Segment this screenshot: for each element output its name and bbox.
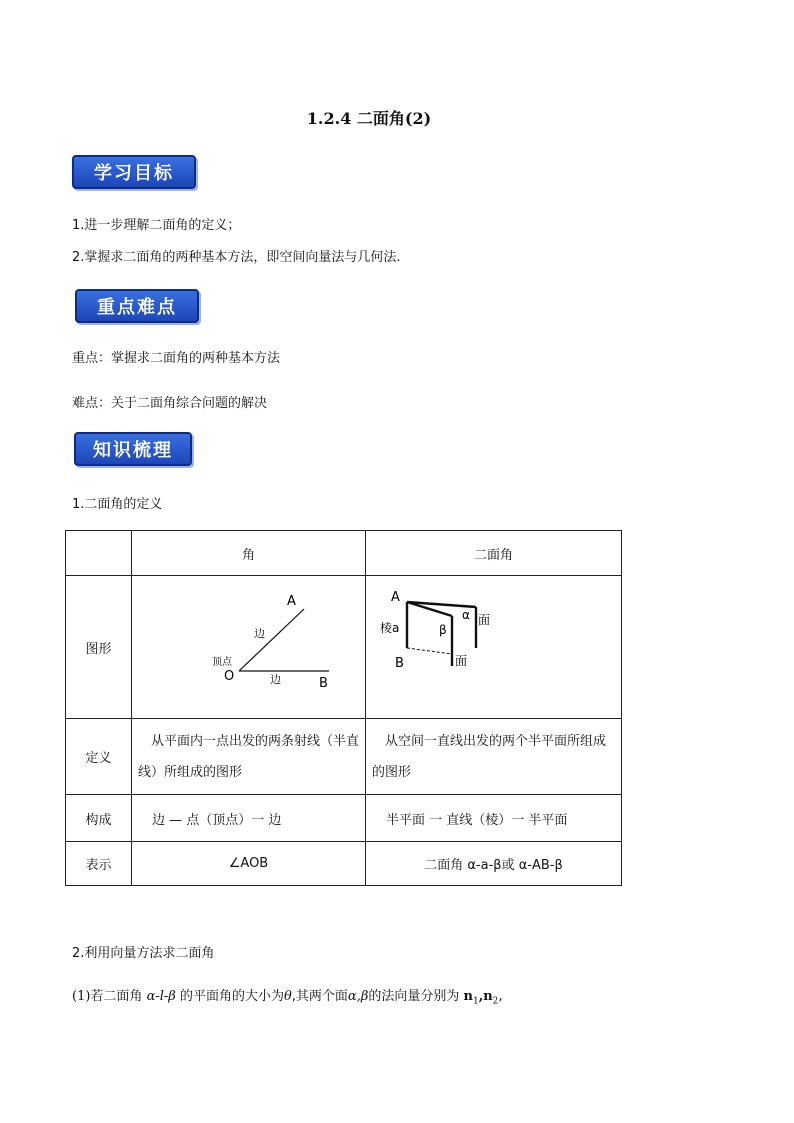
label-b: B	[319, 676, 328, 691]
angle-diagram	[132, 576, 345, 718]
angle-notation: ∠AOB	[132, 842, 366, 886]
para-expr: α-l-β	[146, 989, 176, 1004]
table-row-figure	[66, 576, 622, 719]
badge-key-points: 重点难点	[75, 289, 199, 323]
ray-oa	[239, 609, 304, 671]
badge-knowledge-review: 知识梳理	[74, 432, 192, 466]
dihedral-definition: 从空间一直线出发的两个半平面所组成的图形	[372, 733, 607, 780]
para-theta: θ	[283, 989, 292, 1004]
row-label-composition: 构成	[66, 795, 132, 842]
angle-figure-cell	[132, 576, 366, 719]
para-part-4: 的法向量分别为	[368, 989, 464, 1004]
para-comma: ,	[478, 989, 484, 1004]
dihedral-composition: 半平面 一 直线（棱）一 半平面	[366, 795, 622, 842]
row-label-definition: 定义	[66, 719, 132, 795]
goal-1: 1.进一步理解二面角的定义；	[72, 218, 241, 233]
definition-table	[65, 530, 622, 886]
row-label-notation: 表示	[66, 842, 132, 886]
badge-learning-goals: 学习目标	[72, 155, 196, 189]
focus-line: 重点：掌握求二面角的两种基本方法	[72, 351, 281, 366]
difficulty-line: 难点：关于二面角综合问题的解决	[72, 396, 268, 411]
section-definition: 1.二面角的定义	[72, 497, 163, 512]
table-row-definition	[66, 719, 622, 795]
dihedral-diagram	[366, 576, 601, 718]
label-face-2: 面	[455, 654, 468, 668]
header-dihedral: 二面角	[366, 531, 622, 576]
para-planes: α,β	[347, 989, 369, 1004]
goal-2: 2.掌握求二面角的两种基本方法，即空间向量法与几何法.	[72, 250, 401, 265]
header-empty	[66, 531, 132, 576]
dihedral-figure-cell	[366, 576, 622, 719]
para-part-3: ,其两个面	[291, 989, 348, 1004]
para-end: ,	[498, 989, 503, 1004]
label-side-1: 边	[254, 627, 265, 640]
label-edge: 棱a	[380, 621, 400, 635]
label-b: B	[395, 656, 404, 671]
vector-paragraph	[72, 985, 503, 1007]
row-label-figure: 图形	[66, 576, 132, 719]
header-angle: 角	[132, 531, 366, 576]
table-row-notation	[66, 842, 622, 886]
label-o: O	[224, 669, 235, 684]
para-part-2: 的平面角的大小为	[175, 989, 284, 1004]
table-row-composition	[66, 795, 622, 842]
label-alpha: α	[462, 608, 470, 622]
label-vertex: 顶点	[212, 657, 232, 668]
page-title: 1.2.4 二面角(2)	[306, 109, 432, 128]
dihedral-notation: 二面角 α-a-β或 α-AB-β	[366, 842, 622, 886]
label-side-2: 边	[270, 673, 281, 686]
label-face-1: 面	[478, 613, 491, 627]
label-a: A	[287, 594, 296, 609]
angle-composition: 边 — 点（顶点）一 边	[132, 795, 366, 842]
para-part-1: (1)若二面角	[72, 989, 147, 1004]
subscript-2: 2	[492, 996, 499, 1007]
table-header-row	[66, 531, 622, 576]
vector-n1: n	[463, 989, 473, 1004]
angle-definition: 从平面内一点出发的两条射线（半直线）所组成的图形	[138, 733, 360, 780]
hidden-edge	[407, 648, 452, 654]
label-beta: β	[439, 623, 447, 637]
vector-n2: n	[483, 989, 493, 1004]
subscript-1: 1	[472, 996, 479, 1007]
section-vector-method: 2.利用向量方法求二面角	[72, 946, 215, 961]
label-a: A	[391, 590, 400, 605]
